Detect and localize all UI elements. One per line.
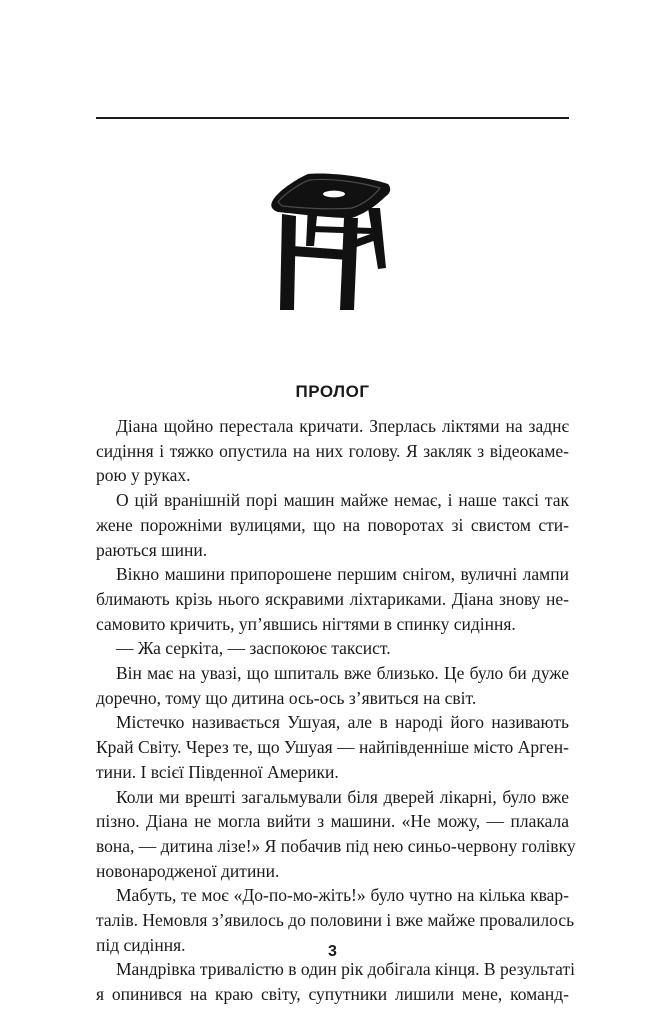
- text-line: Діана щойно перестала кричати. Зперлась ліктями на заднє: [116, 416, 569, 436]
- text-line: самовито кричить, уп’явшись нігтями в спинку сидіння.: [96, 613, 516, 634]
- stool-icon: [268, 168, 396, 310]
- paragraph: [96, 414, 569, 488]
- text-line: жене порожніми вулицями, що на поворотах зі свистом сти-: [96, 514, 569, 535]
- text-line: вона, — дитина лізе!» Я побачив під нею синьо-червону голівку: [96, 835, 576, 856]
- chapter-title: ПРОЛОГ: [295, 382, 370, 401]
- text-line: Мандрівка тривалістю в один рік добігала кінця. В результаті: [116, 959, 575, 980]
- text-line: О цій вранішній порі машин майже немає, і наше таксі так: [116, 490, 569, 511]
- text-line: під сидіння.: [96, 934, 186, 955]
- body-text: [96, 414, 576, 1007]
- paragraph: [96, 661, 569, 710]
- text-line: талів. Немовля з’явилось до половини і вже майже провалилось: [96, 910, 575, 931]
- text-line: Коли ми врешті загальмували біля дверей лікарні, було вже: [116, 786, 569, 807]
- page-number: 3: [328, 943, 337, 960]
- paragraph: [96, 562, 569, 636]
- text-line: Він має на увазі, що шпиталь вже близько. Це було би дуже: [116, 663, 569, 684]
- text-line: пізно. Діана не могла вийти з машини. «Не можу, — плакала: [96, 811, 569, 832]
- paragraph: [96, 636, 569, 661]
- text-line: раються шини.: [96, 539, 208, 560]
- text-line: новонародженої дитини.: [96, 860, 280, 881]
- text-line: Вікно машини припорошене першим снігом, вуличні лампи: [116, 564, 569, 585]
- text-line: Містечко називається Ушуая, але в народі його називають: [116, 712, 569, 733]
- paragraph: [96, 785, 576, 884]
- header-rule: [96, 117, 569, 119]
- text-line: Край Світу. Через те, що Ушуая — найпівденніше місто Арген-: [96, 737, 569, 758]
- paragraph: [96, 710, 569, 784]
- paragraph: [96, 488, 569, 562]
- text-line: тини. І всієї Південної Америки.: [96, 761, 339, 782]
- text-line: я опинився на краю світу, супутники лишили мене, команд-: [96, 984, 569, 1005]
- text-line: Мабуть, те моє «До-по-мо-жіть!» було чутно на кілька квар-: [116, 885, 569, 906]
- text-line: блимають крізь нього яскравими ліхтариками. Діана знову не-: [96, 588, 569, 609]
- paragraph: [96, 957, 575, 1006]
- text-line: — Жа серкіта, — заспокоює таксист.: [116, 638, 391, 659]
- text-line: доречно, тому що дитина ось-ось з’явиться на світ.: [96, 687, 477, 708]
- text-line: рою у руках.: [96, 465, 191, 486]
- text-line: сидіння і тяжко опустила на них голову. Я закляк з відеокаме-: [96, 440, 569, 461]
